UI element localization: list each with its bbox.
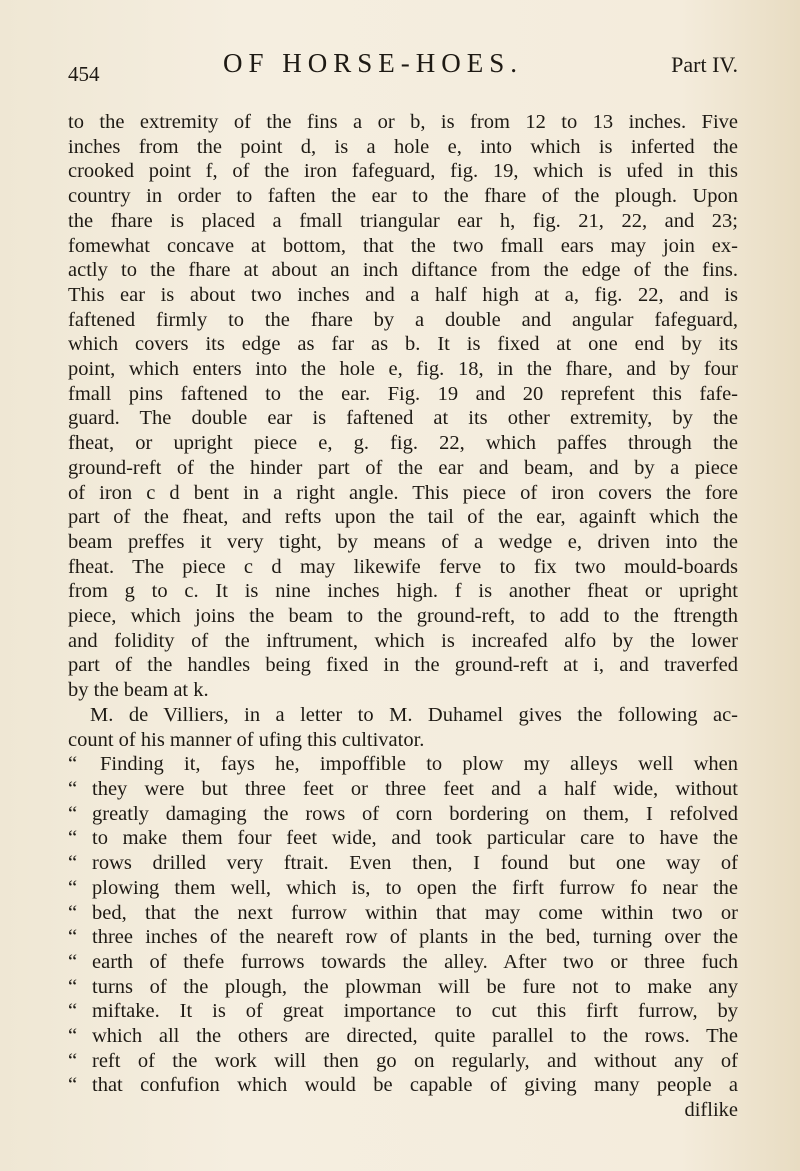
text-line: faftened firmly to the fhare by a double and angular fafeguard, bbox=[68, 308, 738, 331]
quote-mark: “ bbox=[68, 852, 78, 875]
quote-line bbox=[68, 876, 738, 901]
text-line: and folidity of the inftrument, which is increafed alfo by the lower bbox=[68, 629, 738, 652]
quote-text: earth of thefe furrows towards the alley. After two or three fuch bbox=[92, 950, 738, 973]
text-line: country in order to faften the ear to the fhare of the plough. Upon bbox=[68, 185, 738, 208]
quote-text: they were but three feet or three feet and a half wide, without bbox=[92, 777, 738, 800]
paragraph-1 bbox=[68, 110, 738, 703]
text-line: the fhare is placed a fmall triangular ear h, fig. 21, 22, and 23; bbox=[68, 209, 738, 232]
text-line: piece, which joins the beam to the ground-reft, to add to the ftrength bbox=[68, 605, 738, 628]
catchword: diflike bbox=[684, 1099, 738, 1122]
quote-text: that confufion which would be capable of giving many people a bbox=[92, 1074, 738, 1097]
quote-mark: “ bbox=[68, 1025, 78, 1048]
quote-text: which all the others are directed, quite parallel to the rows. The bbox=[92, 1025, 738, 1048]
quote-text: bed, that the next furrow within that may come within two or bbox=[92, 901, 738, 924]
quote-line bbox=[68, 777, 738, 802]
text-line: fomewhat concave at bottom, that the two fmall ears may join ex- bbox=[68, 234, 738, 257]
quote-text: turns of the plough, the plowman will be fure not to make any bbox=[92, 975, 738, 998]
quote-line bbox=[68, 851, 738, 876]
text-line: M. de Villiers, in a letter to M. Duhamel gives the following ac- bbox=[90, 703, 738, 726]
quote-text: miftake. It is of great importance to cut this firft furrow, by bbox=[92, 1000, 738, 1023]
quote-line bbox=[68, 925, 738, 950]
paragraph-2 bbox=[68, 703, 738, 752]
quote-line bbox=[68, 901, 738, 926]
quote-text: greatly damaging the rows of corn bordering on them, I refolved bbox=[92, 802, 738, 825]
running-head bbox=[68, 48, 738, 88]
quote-text: to make them four feet wide, and took particular care to have the bbox=[92, 827, 738, 850]
text-line: beam preffes it very tight, by means of a wedge e, driven into the bbox=[68, 530, 738, 553]
text-line: part of the fheat, and refts upon the tail of the ear, againft which the bbox=[68, 506, 738, 529]
text-line: point, which enters into the hole e, fig. 18, in the fhare, and by four bbox=[68, 358, 738, 381]
text-line: by the beam at k. bbox=[68, 679, 209, 702]
quote-mark: “ bbox=[68, 827, 78, 850]
quote-text: three inches of the neareft row of plants in the bed, turning over the bbox=[92, 926, 738, 949]
text-line: which covers its edge as far as b. It is fixed at one end by its bbox=[68, 333, 738, 356]
quote-mark: “ bbox=[68, 777, 78, 800]
quote-line bbox=[68, 1024, 738, 1049]
quote-line bbox=[68, 1073, 738, 1098]
part-label: Part IV. bbox=[671, 52, 738, 77]
quote-mark: “ bbox=[68, 901, 78, 924]
quote-text: rows drilled very ftrait. Even then, I found but one way of bbox=[92, 852, 738, 875]
text-line: actly to the fhare at about an inch diftance from the edge of the fins. bbox=[68, 259, 738, 282]
text-line: part of the handles being fixed in the ground-reft at i, and traverfed bbox=[68, 654, 738, 677]
text-line: fheat, or upright piece e, g. fig. 22, which paffes through the bbox=[68, 432, 738, 455]
quotation bbox=[68, 752, 738, 1098]
running-title: OF HORSE-HOES. bbox=[223, 48, 524, 78]
quote-mark: “ bbox=[68, 1074, 78, 1097]
page-number: 454 bbox=[68, 62, 100, 86]
quote-text: plowing them well, which is, to open the firft furrow fo near the bbox=[92, 876, 738, 899]
quote-mark: “ bbox=[68, 950, 78, 973]
text-line: guard. The double ear is faftened at its other extremity, by the bbox=[68, 407, 738, 430]
quote-text: reft of the work will then go on regularly, and without any of bbox=[92, 1049, 738, 1072]
quote-mark: “ bbox=[68, 802, 78, 825]
quote-line bbox=[68, 1049, 738, 1074]
quote-mark: “ bbox=[68, 1049, 78, 1072]
quote-mark: “ bbox=[68, 753, 78, 776]
quote-line bbox=[68, 802, 738, 827]
quote-line bbox=[68, 752, 738, 777]
quote-text: Finding it, fays he, impoffible to plow my alleys well when bbox=[100, 753, 738, 776]
quote-mark: “ bbox=[68, 876, 78, 899]
text-line: ground-reft of the hinder part of the ear and beam, and by a piece bbox=[68, 456, 738, 479]
text-line: This ear is about two inches and a half high at a, fig. 22, and is bbox=[68, 283, 738, 306]
text-line: from g to c. It is nine inches high. f is another fheat or upright bbox=[68, 580, 738, 603]
text-line: fmall pins faftened to the ear. Fig. 19 and 20 reprefent this fafe- bbox=[68, 382, 738, 405]
quote-line bbox=[68, 999, 738, 1024]
text-line: count of his manner of ufing this cultivator. bbox=[68, 728, 425, 751]
text-line: fheat. The piece c d may likewife ferve to fix two mould-boards bbox=[68, 555, 738, 578]
quote-mark: “ bbox=[68, 1000, 78, 1023]
quote-line bbox=[68, 975, 738, 1000]
text-line: inches from the point d, is a hole e, into which is inferted the bbox=[68, 135, 738, 158]
text-line: to the extremity of the fins a or b, is from 12 to 13 inches. Five bbox=[68, 111, 738, 133]
quote-line bbox=[68, 826, 738, 851]
quote-mark: “ bbox=[68, 926, 78, 949]
quote-line bbox=[68, 950, 738, 975]
text-line: crooked point f, of the iron fafeguard, fig. 19, which is ufed in this bbox=[68, 160, 738, 183]
text-line: of iron c d bent in a right angle. This piece of iron covers the fore bbox=[68, 481, 738, 504]
body-text bbox=[68, 110, 738, 1123]
quote-mark: “ bbox=[68, 975, 78, 998]
